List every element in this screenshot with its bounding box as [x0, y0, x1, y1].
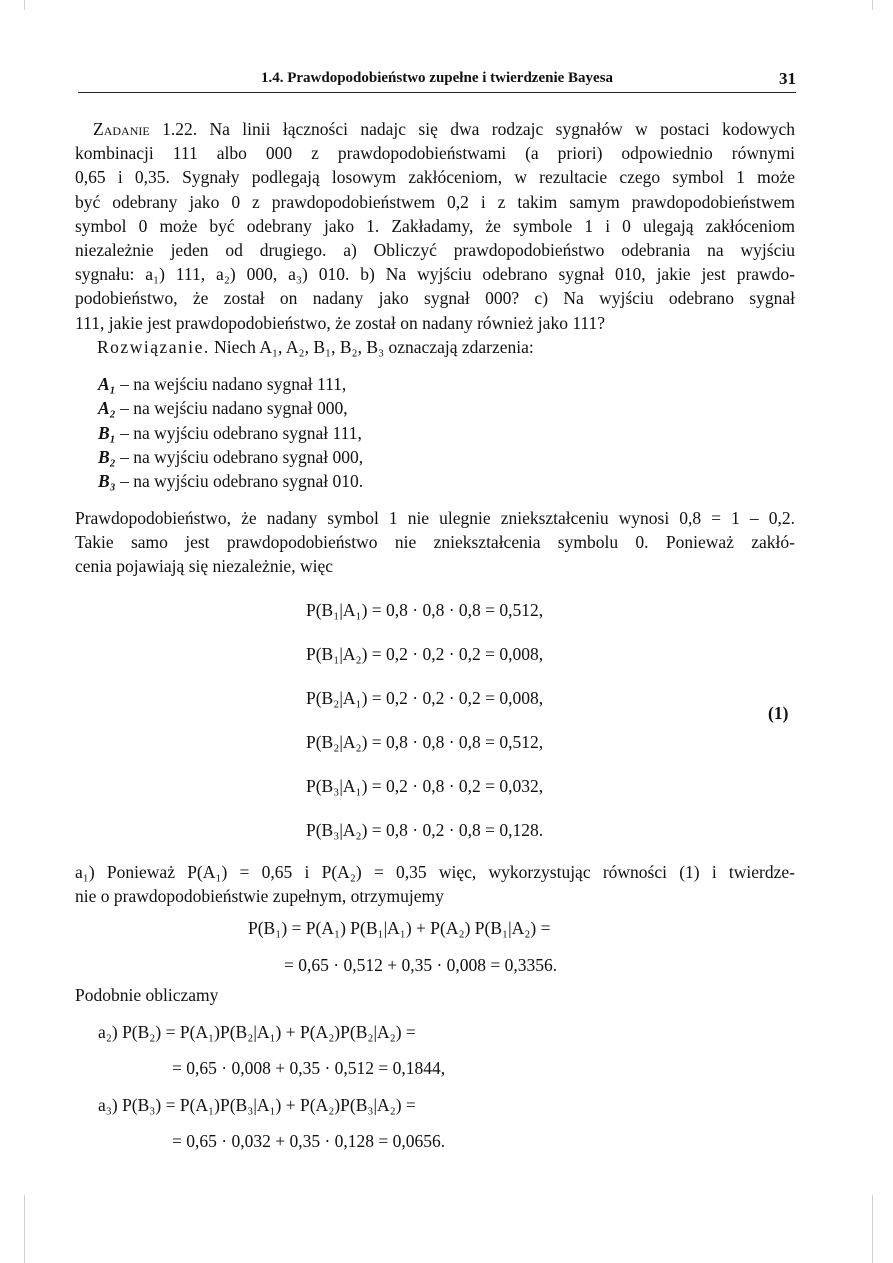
problem-line: sygnału: a₁) 111, a₂) 000, a₃) 010. b) Na wyjściu odebrano sygnał 010, jakie jest prawdo- [75, 264, 795, 285]
formula-a1-line2: = 0,65 · 0,512 + 0,35 · 0,008 = 0,3356. [284, 955, 558, 975]
formula-a2-line1: a₂) P(B₂) = P(A₁)P(B₂|A₁) + P(A₂)P(B₂|A₂) = [98, 1022, 416, 1042]
equation-system [306, 600, 543, 864]
solution-intro [75, 335, 795, 359]
equation-number: (1) [768, 703, 789, 723]
event-definition: B₁ – na wyjściu odebrano sygnał 111, [98, 422, 362, 443]
page-edge-right-bottom [872, 1195, 873, 1263]
formula-a2-line2: = 0,65 · 0,008 + 0,35 · 0,512 = 0,1844, [172, 1058, 446, 1078]
equation: P(B₃|A₂) = 0,8 · 0,2 · 0,8 = 0,128. [306, 820, 544, 840]
problem-line: 0,65 i 0,35. Sygnały podlegają losowym zakłóceniom, w rezultacie czego symbol 1 może [75, 167, 795, 188]
equation: P(B₂|A₂) = 0,8 · 0,8 · 0,8 = 0,512, [306, 732, 544, 752]
problem-line: symbol 0 może być odebrany jako 1. Zakładamy, że symbole 1 i 0 ulegają zakłóceniom [75, 215, 795, 236]
paragraph-distortion [75, 506, 795, 579]
event-definition: A₂ – na wejściu nadano sygnał 000, [98, 398, 348, 419]
paragraph-line: Prawdopodobieństwo, że nadany symbol 1 nie ulegnie zniekształceniu wynosi 0,8 = 1 – 0,2. [75, 508, 795, 528]
page-number: 31 [779, 69, 796, 88]
paragraph-line-last: nie o prawdopodobieństwie zupełnym, otrzymujemy [75, 886, 444, 907]
solution-label: Rozwiązanie. [97, 336, 210, 357]
event-definitions [98, 372, 363, 493]
problem-line-last: 111, jakie jest prawdopodobieństwo, że został on nadany również jako 111? [75, 312, 606, 333]
solution-intro-text: Niech A₁, A₂, B₁, B₂, B₃ oznaczają zdarzenia: [214, 336, 534, 357]
paragraph-line: Takie samo jest prawdopodobieństwo nie zniekształcenia symbolu 0. Ponieważ zakłó- [75, 532, 795, 553]
problem-line: niezależnie jeden od drugiego. a) Obliczyć prawdopodobieństwo odebrania na wyjściu [75, 240, 795, 261]
problem-line: Zadanie 1.22. Na linii łączności nadajc się dwa rodzajc sygnałów w postaci kodowych [93, 119, 795, 139]
page-edge-right-top [872, 0, 873, 10]
problem-number: 1.22. [162, 119, 198, 139]
similarly-text: Podobnie obliczamy [75, 985, 219, 1005]
paragraph-line: a₁) Ponieważ P(A₁) = 0,65 i P(A₂) = 0,35 więc, wykorzystując równości (1) i twierdze- [75, 862, 795, 882]
event-definition: A₁ – na wejściu nadano sygnał 111, [98, 374, 347, 394]
event-definition: B₂ – na wyjściu odebrano sygnał 000, [98, 446, 364, 467]
equation: P(B₁|A₁) = 0,8 · 0,8 · 0,8 = 0,512, [306, 600, 544, 620]
problem-line: podobieństwo, że został on nadany jako sygnał 000? c) Na wyjściu odebrano sygnał [75, 288, 795, 309]
equation: P(B₃|A₁) = 0,2 · 0,8 · 0,2 = 0,032, [306, 776, 544, 796]
paragraph-a1 [75, 860, 795, 908]
formula-a3-line1: a₃) P(B₃) = P(A₁)P(B₃|A₁) + P(A₂)P(B₃|A₂) = [98, 1095, 416, 1115]
header-title: 1.4. Prawdopodobieństwo zupełne i twierdzenie Bayesa [260, 70, 614, 86]
formula-a1-line1: P(B₁) = P(A₁) P(B₁|A₁) + P(A₂) P(B₁|A₂) = [248, 918, 551, 938]
page-edge-left-top [24, 0, 25, 10]
problem-line: kombinacji 111 albo 000 z prawdopodobieństwami (a priori) odpowiednio równymi [75, 143, 795, 164]
problem-line: być odebrany jako 0 z prawdopodobieństwem 0,2 i z takim samym prawdopodobieństwem [75, 191, 795, 212]
running-header [78, 68, 796, 93]
problem-statement [75, 117, 795, 359]
paragraph-line-last: cenia pojawiają się niezależnie, więc [75, 556, 333, 577]
page-edge-left-bottom [24, 1195, 25, 1263]
equation: P(B₂|A₁) = 0,2 · 0,2 · 0,2 = 0,008, [306, 688, 544, 708]
event-definition: B₃ – na wyjściu odebrano sygnał 010. [98, 471, 364, 492]
formula-a3-line2: = 0,65 · 0,032 + 0,35 · 0,128 = 0,0656. [172, 1131, 446, 1151]
problem-label: Zadanie [93, 119, 150, 139]
equation: P(B₁|A₂) = 0,2 · 0,2 · 0,2 = 0,008, [306, 644, 544, 664]
